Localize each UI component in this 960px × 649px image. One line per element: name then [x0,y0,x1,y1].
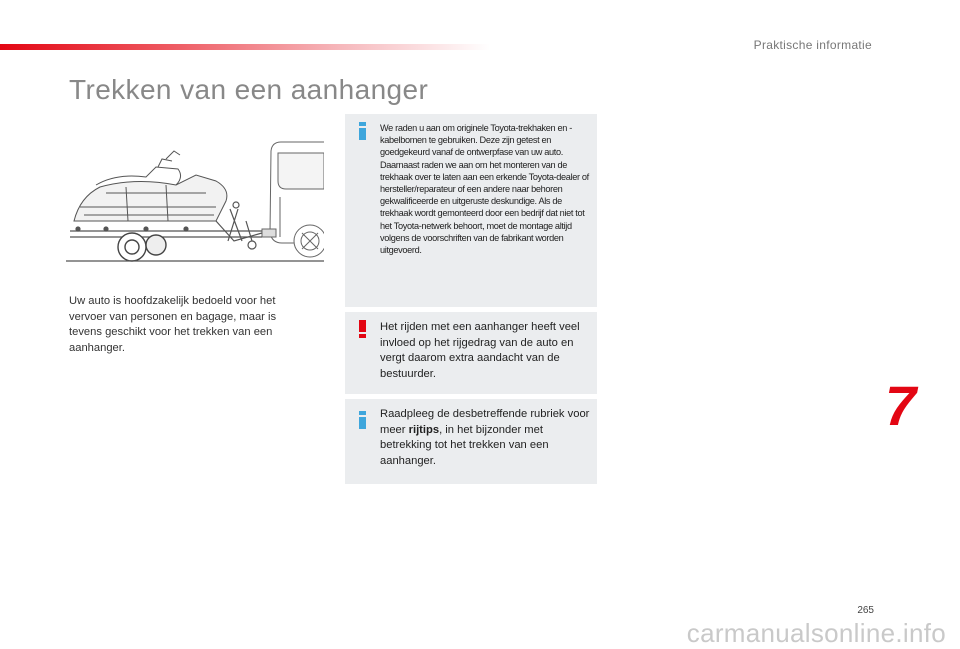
info-icon [359,411,366,429]
car-rear-drawing [262,142,324,257]
warning-icon [359,320,366,338]
section-label: Praktische informatie [753,38,872,52]
header-accent-bar [0,44,490,50]
intro-paragraph: Uw auto is hoofdzakelijk bedoeld voor het vervoer van personen en bagage, maar is tevens geschikt voor het trekken van een aanhanger. [69,295,277,354]
chapter-number: 7 [885,374,917,437]
page-title: Trekken van een aanhanger [69,74,429,105]
trailer-wheel-drawing [118,233,166,261]
page-number: 265 [857,605,874,616]
info-box-rijtips [345,399,597,484]
warning-box-text: Het rijden met een aanhanger heeft veel invloed op het rijgedrag van de auto en vergt daarom extra aandacht van de bestuurder. [380,321,580,380]
trailer-illustration [66,137,324,267]
info-icon [359,122,366,140]
info-box-text: Raadpleeg de desbetreffende rubriek voor meer rijtips, in het bijzonder met betrekking tot het trekken van een aanhanger. [380,408,590,467]
info-box-text: We raden u aan om originele Toyota-trekhaken en -kabelbomen te gebruiken. Deze zijn getest en goedgekeurd vanaf de ontwerpfase van uw auto. Daarnaast raden we aan om het monteren van de trekhaak over te laten aan een erkende Toyota-dealer of hersteller/reparateur of een andere naar behoren gekwalificeerde en uitgeruste deskundige. Als de trekhaak wordt gemonteerd door een bedrijf dat niet tot het Toyota-netwerk behoort, moet de montage altijd volgens de voorschriften van de fabrikant worden uitgevoerd. [380,123,589,256]
rijtips-keyword: rijtips [408,423,440,436]
warning-box-rijgedrag [345,312,597,394]
jet-ski-drawing [74,151,227,221]
info-box-trekhaak [345,114,597,307]
watermark: carmanualsonline.info [686,618,946,648]
